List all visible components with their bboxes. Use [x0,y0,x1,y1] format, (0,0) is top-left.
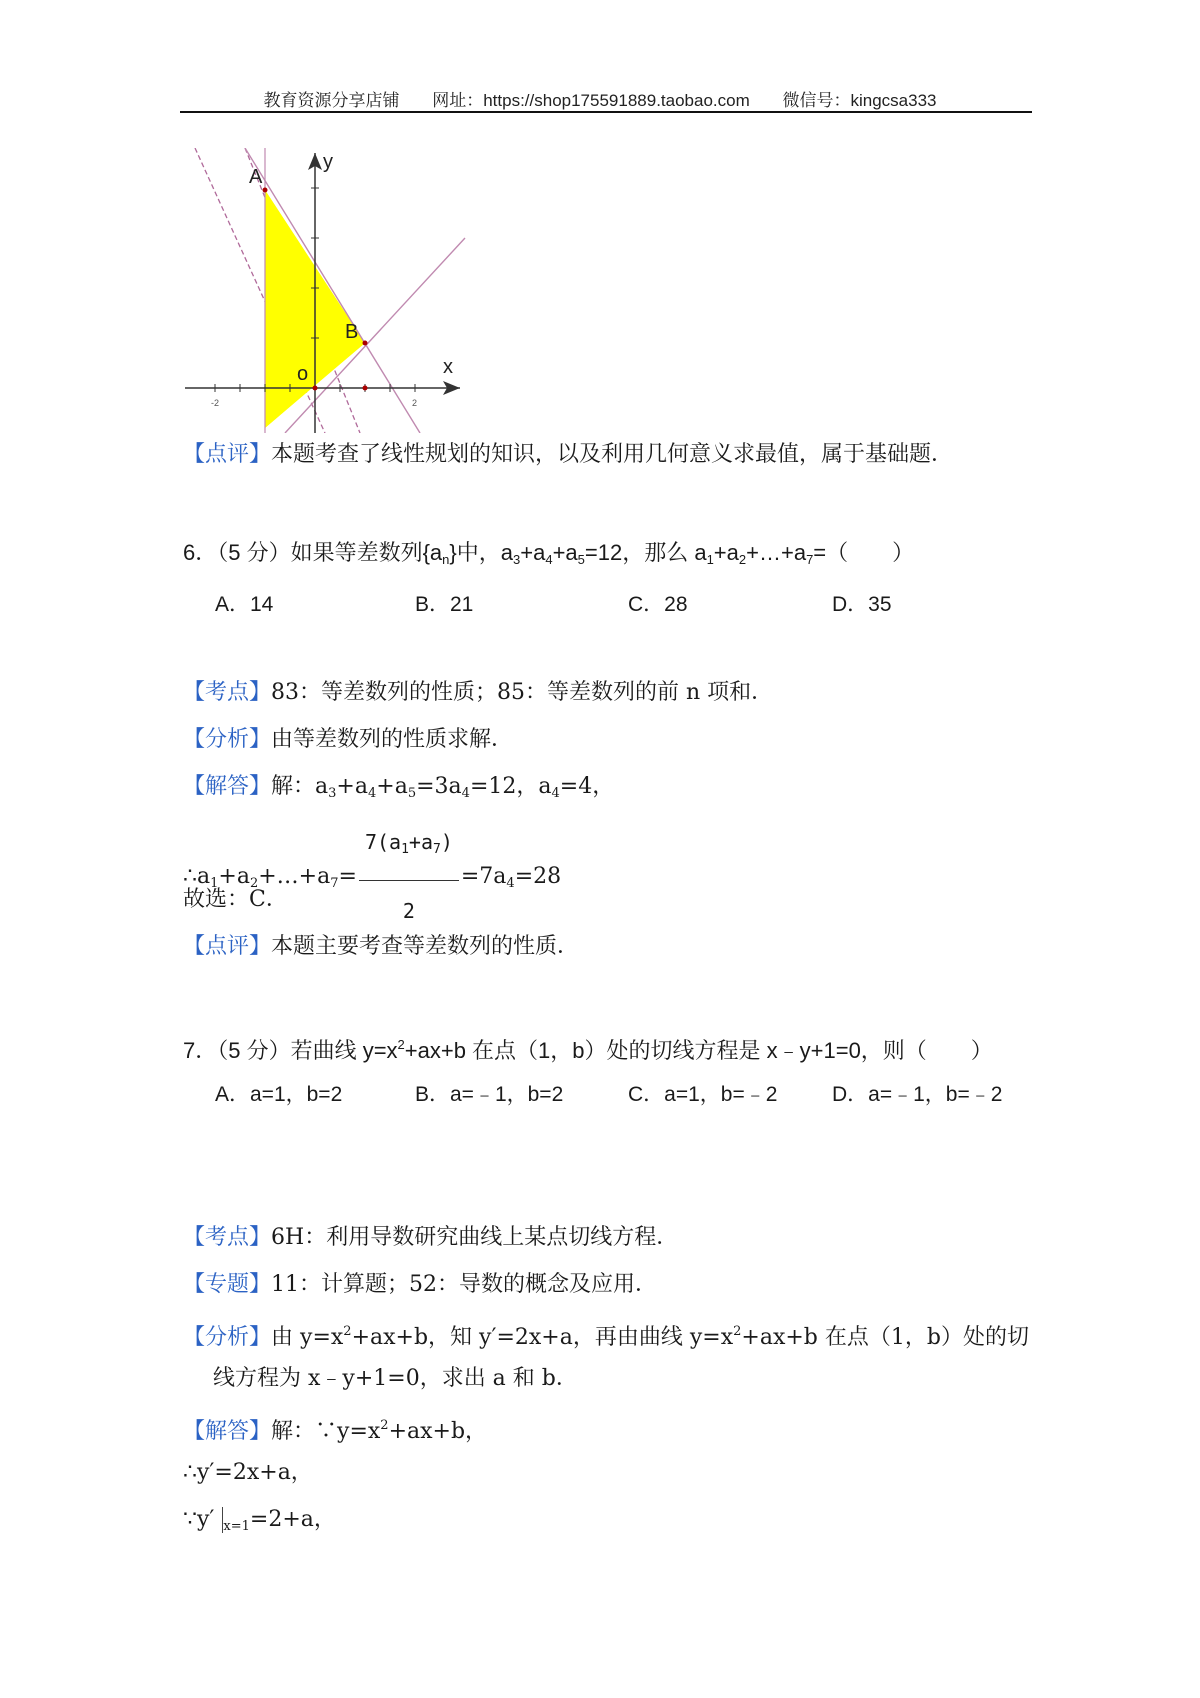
q6-fenxi-text: 由等差数列的性质求解． [271,727,514,752]
feasible-region-figure [185,148,470,437]
q6-option-b: B．21 [415,593,474,616]
tick-label-2: 2 [412,398,418,408]
label-x: x [443,356,453,378]
q6-review-text: 本题主要考查等差数列的性质． [271,934,580,959]
header-rule [180,111,1032,113]
q7-jieda [183,1411,487,1447]
q7-derivative-at-1 [183,1505,336,1542]
point-B [363,341,368,346]
q7-option-d: D．a=﹣1，b=﹣2 [832,1083,1003,1106]
q7-zhuanti-text: 11：计算题；52：导数的概念及应用． [271,1272,658,1297]
q6-option-a: A．14 [215,593,274,616]
q6-sum-line [183,812,561,941]
q6-sum-suffix: $=7a_4=28$ [460,863,562,891]
header-shop: 教育资源分享店铺 [263,91,400,110]
q6-kaodian-tag: 【考点】 [183,680,272,705]
q6-frac-num: $7(a_1+a_7)$ [359,812,459,881]
q7-fenxi-tag: 【分析】 [183,1325,272,1350]
q7-option-c: C．a=1，b=﹣2 [628,1083,778,1106]
q6-fenxi-tag: 【分析】 [183,727,272,752]
point-O [313,386,318,391]
page-header [0,86,1200,111]
header-wechat: 微信号：kingcsa333 [782,91,937,110]
q7-option-b: B．a=﹣1，b=2 [415,1083,564,1106]
label-A: A [249,166,263,188]
q7-zhuanti-tag: 【专题】 [183,1272,272,1297]
label-O: o [297,363,309,385]
label-B: B [345,321,359,343]
point-A [263,188,268,193]
q6-fraction [359,812,459,941]
q6-stem-text: 6．（5 分）如果等差数列$\{a_n\}$中，$a_3+a_4+a_5=12$，那么 $a_1+a_2+\dots+a_7=$（ ） [183,540,915,567]
q7-kaodian-tag: 【考点】 [183,1225,272,1250]
q7-stem [183,1030,993,1066]
q6-jieda-tag: 【解答】 [183,774,272,799]
q6-choice: 故选：C． [183,887,288,912]
tick-label-neg2: -2 [211,398,220,408]
q7-line3-sub: x=1 [223,1519,250,1534]
q6-option-c: C．28 [628,593,688,616]
q6-frac-den: 2 [402,899,415,923]
q7-line3-suffix: =2+a， [249,1507,336,1532]
label-y: y [323,151,333,173]
q7-kaodian-text: 6H：利用导数研究曲线上某点切线方程． [271,1225,679,1250]
header-site: 网址：https://shop175591889.taobao.com [432,91,750,110]
q6-jieda [183,772,614,809]
q7-derivative: ∴y′=2x+a， [183,1460,313,1485]
q7-zhuanti [183,1270,657,1300]
q5-review-text: 本题考查了线性规划的知识，以及利用几何意义求最值，属于基础题． [271,442,954,467]
q7-stem-text: 7．（5 分）若曲线 $y=x^2+ax+b$ 在点（1，b）处的切线方程是 x﹣y+1=0，则（ ） [183,1037,993,1063]
q7-fenxi-text1: 由 $y=x^2+ax+b$，知 y′=2x+a，再由曲线 $y=x^2+ax+b$ 在点（1，b）处的切 [271,1324,1029,1350]
q6-stem [183,538,914,575]
q6-kaodian [183,678,773,708]
q7-fenxi-cont: 线方程为 x﹣y+1=0，求出 a 和 b． [213,1366,578,1391]
q5-review [183,440,953,470]
coordinate-plot [185,148,470,433]
q6-review [183,932,579,962]
q6-review-tag: 【点评】 [183,934,272,959]
q6-fenxi [183,725,513,755]
q7-fenxi [183,1317,1029,1353]
q7-line3-prefix: ∵y′ [183,1507,215,1532]
q6-kaodian-text: 83：等差数列的性质；85：等差数列的前 n 项和． [271,680,774,705]
q7-kaodian [183,1223,678,1253]
point-x-marker [363,386,368,391]
q6-jieda-text: 解：$a_3+a_4+a_5=3a_4=12$，$a_4=4$， [271,774,615,801]
q7-option-a: A．a=1，b=2 [215,1083,343,1106]
q5-review-tag: 【点评】 [183,442,272,467]
q7-jieda-tag: 【解答】 [183,1419,272,1444]
q6-sum-prefix: $\therefore a_1+a_2+\dots+a_7=$ [183,863,357,891]
q6-option-d: D．35 [832,593,892,616]
q7-jieda-text: 解：$\because y=x^2+ax+b$， [271,1418,488,1444]
